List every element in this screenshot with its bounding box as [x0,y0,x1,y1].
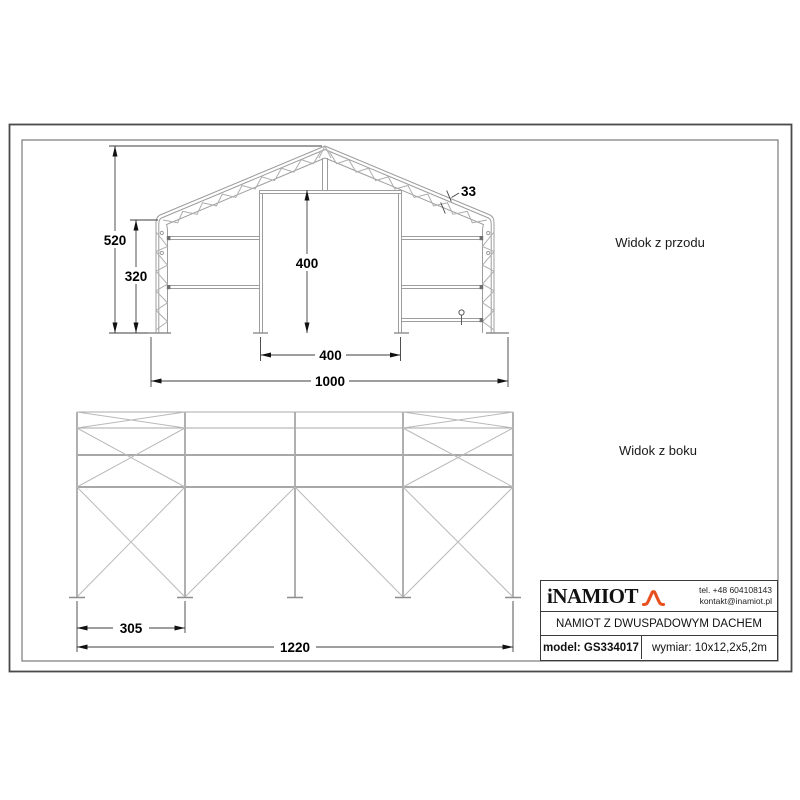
brand-name: iNAMIOT [547,583,638,608]
front-view-drawing [148,146,509,333]
rail-connectors [167,236,483,322]
dim-door-width: 400 [319,348,342,363]
dim-truss-depth: 33 [461,184,477,199]
contact-info [699,585,772,608]
side-rails [169,237,481,322]
product-dimensions: wymiar: 10x12,2x5,2m [651,641,768,654]
title-block [540,580,778,661]
title-block-spec-row [541,636,777,659]
dim-eave-height: 520 [103,233,127,248]
dim-total-length: 1220 [279,640,311,655]
tent-icon [641,585,666,607]
front-view-dimension-labels [101,184,477,389]
product-name: NAMIOT Z DWUSPADOWYM DACHEM [541,612,777,636]
side-view-label: Widok z boku [618,443,698,458]
side-view-dimension-labels [113,620,316,655]
bracing-bay-1 [77,412,185,597]
clamp-detail-icon [459,310,464,325]
dim-total-width: 1000 [314,374,346,389]
title-block-header-row [541,581,777,612]
side-view-drawing [69,412,521,598]
front-view-label: Widok z przodu [615,235,705,250]
model-number: model: GS334017 [541,636,642,659]
dim-bay-width: 305 [119,621,143,636]
phone-number: tel. +48 604108143 [698,584,772,595]
dim-door-height: 400 [295,256,319,271]
door [260,191,402,334]
dim-wall-height: 320 [124,269,148,284]
brand-logo [547,585,666,607]
email-address[interactable]: kontakt@inamiot.pl [699,596,772,606]
middle-diagonals [185,487,403,597]
bracing-bay-4 [403,412,513,597]
